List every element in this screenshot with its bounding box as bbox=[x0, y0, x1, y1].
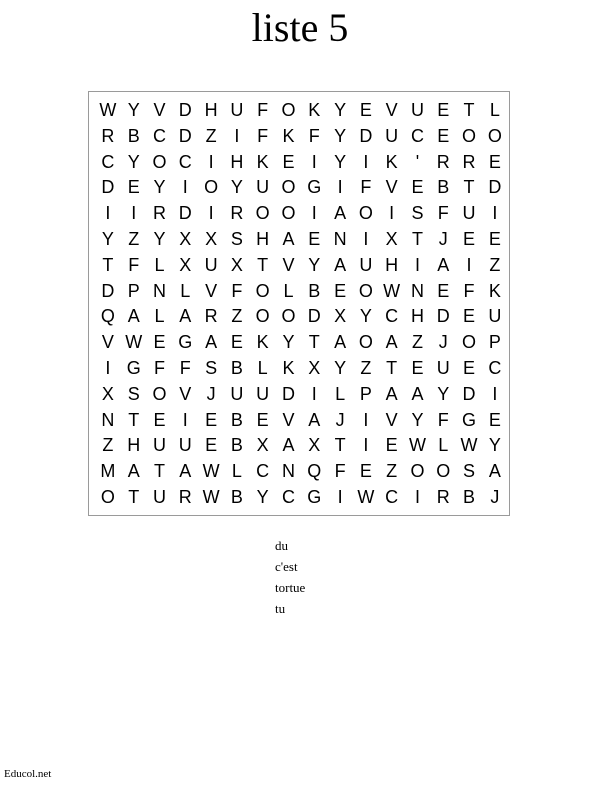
grid-cell[interactable]: A bbox=[385, 332, 398, 353]
grid-cell[interactable]: W bbox=[460, 435, 478, 456]
grid-cell[interactable]: D bbox=[436, 306, 450, 327]
grid-cell[interactable]: F bbox=[179, 357, 191, 378]
grid-cell[interactable]: H bbox=[410, 306, 424, 327]
grid-cell[interactable]: Y bbox=[334, 100, 347, 120]
grid-cell[interactable]: O bbox=[462, 125, 477, 146]
grid-cell[interactable]: E bbox=[282, 151, 295, 172]
grid-cell[interactable]: E bbox=[488, 228, 501, 249]
grid-cell[interactable]: I bbox=[414, 486, 420, 507]
grid-cell[interactable]: I bbox=[131, 203, 137, 224]
grid-cell[interactable]: D bbox=[307, 306, 321, 327]
grid-cell[interactable]: P bbox=[127, 280, 140, 301]
grid-cell[interactable]: B bbox=[230, 486, 243, 507]
grid-cell[interactable]: U bbox=[230, 100, 244, 120]
grid-cell[interactable]: D bbox=[178, 125, 192, 146]
grid-cell[interactable]: O bbox=[410, 461, 425, 482]
grid-cell[interactable]: N bbox=[281, 461, 295, 482]
grid-row bbox=[95, 408, 508, 434]
grid-cell[interactable]: X bbox=[334, 306, 347, 327]
grid-cell[interactable]: Y bbox=[282, 332, 295, 353]
grid-cell[interactable]: I bbox=[363, 151, 369, 172]
grid-row bbox=[95, 227, 508, 253]
grid-cell[interactable]: Y bbox=[334, 357, 347, 378]
grid-cell[interactable]: N bbox=[152, 280, 166, 301]
grid-cell[interactable]: E bbox=[437, 125, 450, 146]
grid-cell[interactable]: O bbox=[255, 203, 270, 224]
grid-cell[interactable]: F bbox=[257, 125, 269, 146]
letter-grid bbox=[95, 98, 508, 511]
grid-row bbox=[95, 150, 508, 176]
grid-cell[interactable]: F bbox=[128, 254, 140, 275]
grid-cell[interactable]: S bbox=[230, 228, 243, 249]
grid-cell[interactable]: Z bbox=[411, 332, 423, 353]
grid-cell[interactable]: T bbox=[128, 486, 140, 507]
grid-cell[interactable]: E bbox=[411, 177, 424, 198]
grid-cell[interactable]: A bbox=[411, 383, 424, 404]
grid-cell[interactable]: O bbox=[204, 177, 219, 198]
grid-row bbox=[95, 124, 508, 150]
grid-cell[interactable]: R bbox=[152, 203, 166, 224]
grid-cell[interactable]: I bbox=[414, 254, 420, 275]
grid-row bbox=[95, 98, 508, 124]
grid-cell[interactable]: E bbox=[463, 306, 476, 327]
grid-cell[interactable]: D bbox=[178, 100, 192, 120]
grid-cell[interactable]: L bbox=[231, 461, 242, 482]
grid-cell[interactable]: T bbox=[334, 435, 346, 456]
grid-cell[interactable]: Z bbox=[231, 306, 243, 327]
grid-row bbox=[95, 304, 508, 330]
grid-cell[interactable]: O bbox=[281, 306, 296, 327]
grid-cell[interactable]: E bbox=[463, 228, 476, 249]
grid-cell[interactable]: E bbox=[230, 332, 243, 353]
grid-cell[interactable]: P bbox=[359, 383, 372, 404]
grid-cell[interactable]: J bbox=[490, 486, 500, 507]
grid-cell[interactable]: E bbox=[153, 409, 166, 430]
grid-cell[interactable]: T bbox=[153, 461, 165, 482]
grid-cell[interactable]: J bbox=[335, 409, 345, 430]
grid-cell[interactable]: X bbox=[230, 254, 243, 275]
grid-cell[interactable]: E bbox=[359, 100, 372, 120]
grid-cell[interactable]: C bbox=[178, 151, 192, 172]
grid-cell[interactable]: D bbox=[462, 383, 476, 404]
grid-cell[interactable]: X bbox=[308, 357, 321, 378]
grid-cell[interactable]: I bbox=[311, 383, 317, 404]
grid-cell[interactable]: V bbox=[205, 280, 218, 301]
grid-cell[interactable]: N bbox=[333, 228, 347, 249]
grid-cell[interactable]: T bbox=[128, 409, 140, 430]
grid-cell[interactable]: R bbox=[178, 486, 192, 507]
grid-cell[interactable]: E bbox=[334, 280, 347, 301]
grid-cell[interactable]: S bbox=[411, 203, 424, 224]
grid-cell[interactable]: T bbox=[386, 357, 398, 378]
grid-cell[interactable]: Y bbox=[359, 306, 372, 327]
grid-cell[interactable]: I bbox=[208, 151, 214, 172]
grid-cell[interactable]: U bbox=[256, 383, 270, 404]
word-list-item: tu bbox=[275, 601, 286, 616]
grid-cell[interactable]: A bbox=[179, 306, 192, 327]
grid-cell[interactable]: T bbox=[308, 332, 320, 353]
grid-cell[interactable]: A bbox=[488, 461, 501, 482]
grid-cell[interactable]: Y bbox=[127, 151, 140, 172]
grid-cell[interactable]: E bbox=[463, 357, 476, 378]
grid-cell[interactable]: W bbox=[408, 435, 426, 456]
grid-cell[interactable]: T bbox=[411, 228, 423, 249]
grid-cell[interactable]: L bbox=[154, 306, 165, 327]
grid-cell[interactable]: P bbox=[488, 332, 501, 353]
grid-cell[interactable]: E bbox=[411, 357, 424, 378]
grid-row bbox=[95, 459, 508, 485]
grid-cell[interactable]: F bbox=[308, 125, 320, 146]
grid-cell[interactable]: I bbox=[337, 177, 343, 198]
grid-cell[interactable]: F bbox=[153, 357, 165, 378]
grid-cell[interactable]: G bbox=[126, 357, 141, 378]
grid-cell[interactable]: R bbox=[462, 151, 476, 172]
grid-cell[interactable]: X bbox=[179, 254, 192, 275]
grid-cell[interactable]: C bbox=[101, 151, 115, 172]
grid-cell[interactable]: X bbox=[256, 435, 269, 456]
grid-cell[interactable]: A bbox=[179, 461, 192, 482]
grid-cell[interactable]: A bbox=[282, 435, 295, 456]
grid-cell[interactable]: E bbox=[385, 435, 398, 456]
grid-cell[interactable]: Y bbox=[127, 100, 140, 120]
grid-row bbox=[95, 356, 508, 382]
grid-cell[interactable]: D bbox=[488, 177, 502, 198]
grid-cell[interactable]: O bbox=[255, 280, 270, 301]
grid-cell[interactable]: E bbox=[359, 461, 372, 482]
grid-cell[interactable]: W bbox=[202, 461, 220, 482]
grid-cell[interactable]: O bbox=[436, 461, 451, 482]
grid-cell[interactable]: T bbox=[463, 100, 475, 120]
grid-cell[interactable]: I bbox=[389, 203, 395, 224]
grid-cell[interactable]: E bbox=[488, 151, 501, 172]
grid-cell[interactable]: W bbox=[202, 486, 220, 507]
grid-cell[interactable]: A bbox=[334, 203, 347, 224]
grid-cell[interactable]: A bbox=[334, 332, 347, 353]
grid-cell[interactable]: I bbox=[182, 177, 188, 198]
grid-cell[interactable]: Y bbox=[101, 228, 114, 249]
grid-cell[interactable]: U bbox=[488, 306, 502, 327]
grid-cell[interactable]: A bbox=[334, 254, 347, 275]
grid-cell[interactable]: M bbox=[100, 461, 116, 482]
grid-cell[interactable]: A bbox=[437, 254, 450, 275]
grid-cell[interactable]: G bbox=[178, 332, 193, 353]
grid-cell[interactable]: W bbox=[99, 100, 117, 120]
grid-cell[interactable]: V bbox=[385, 100, 398, 120]
word-list-item: c'est bbox=[275, 559, 298, 574]
grid-cell[interactable]: C bbox=[385, 306, 399, 327]
grid-cell[interactable]: Q bbox=[307, 461, 322, 482]
grid-cell[interactable]: I bbox=[311, 203, 317, 224]
grid-cell[interactable]: V bbox=[282, 254, 295, 275]
grid-row bbox=[95, 330, 508, 356]
grid-cell[interactable]: Y bbox=[230, 177, 243, 198]
grid-cell[interactable]: A bbox=[282, 228, 295, 249]
grid-cell[interactable]: D bbox=[101, 280, 115, 301]
grid-cell[interactable]: I bbox=[363, 435, 369, 456]
grid-cell[interactable]: L bbox=[154, 254, 165, 275]
grid-cell[interactable]: F bbox=[257, 100, 269, 120]
grid-cell[interactable]: S bbox=[127, 383, 140, 404]
grid-row bbox=[95, 201, 508, 227]
grid-cell[interactable]: F bbox=[231, 280, 243, 301]
grid-cell[interactable]: O bbox=[281, 203, 296, 224]
grid-cell[interactable]: I bbox=[337, 486, 343, 507]
grid-cell[interactable]: O bbox=[152, 151, 167, 172]
grid-cell[interactable]: B bbox=[463, 486, 476, 507]
grid-cell[interactable]: A bbox=[127, 306, 140, 327]
grid-cell[interactable]: U bbox=[230, 383, 244, 404]
footer-credit: Educol.net bbox=[4, 768, 52, 780]
grid-cell[interactable]: H bbox=[256, 228, 270, 249]
grid-cell[interactable]: K bbox=[308, 100, 321, 120]
grid-cell[interactable]: I bbox=[466, 254, 472, 275]
grid-cell[interactable]: I bbox=[363, 228, 369, 249]
grid-cell[interactable]: R bbox=[230, 203, 244, 224]
grid-cell[interactable]: F bbox=[437, 203, 449, 224]
grid-cell[interactable]: D bbox=[281, 383, 295, 404]
grid-cell[interactable]: I bbox=[492, 203, 498, 224]
grid-row bbox=[95, 253, 508, 279]
grid-cell[interactable]: O bbox=[100, 486, 115, 507]
word-search-grid bbox=[88, 91, 510, 516]
grid-cell[interactable]: N bbox=[101, 409, 115, 430]
grid-cell[interactable]: I bbox=[363, 409, 369, 430]
grid-cell[interactable]: O bbox=[281, 100, 296, 120]
grid-cell[interactable]: B bbox=[437, 177, 450, 198]
grid-cell[interactable]: R bbox=[436, 151, 450, 172]
grid-cell[interactable]: E bbox=[488, 409, 501, 430]
grid-cell[interactable]: K bbox=[256, 151, 269, 172]
grid-cell[interactable]: F bbox=[463, 280, 475, 301]
grid-cell[interactable]: I bbox=[492, 383, 498, 404]
grid-cell[interactable]: V bbox=[385, 177, 398, 198]
grid-cell[interactable]: R bbox=[436, 486, 450, 507]
grid-cell[interactable]: U bbox=[385, 125, 399, 146]
grid-row bbox=[95, 175, 508, 201]
grid-cell[interactable]: B bbox=[308, 280, 321, 301]
grid-cell[interactable]: U bbox=[204, 254, 218, 275]
grid-cell[interactable]: L bbox=[283, 280, 294, 301]
grid-row bbox=[95, 485, 508, 511]
grid-cell[interactable]: L bbox=[257, 357, 268, 378]
grid-cell[interactable]: O bbox=[487, 125, 502, 146]
grid-cell[interactable]: U bbox=[256, 177, 270, 198]
word-list bbox=[275, 535, 305, 619]
grid-cell[interactable]: E bbox=[127, 177, 140, 198]
grid-cell[interactable]: C bbox=[152, 125, 166, 146]
grid-cell[interactable]: Y bbox=[334, 125, 347, 146]
grid-cell[interactable]: G bbox=[307, 486, 322, 507]
grid-cell[interactable]: G bbox=[307, 177, 322, 198]
grid-cell[interactable]: Y bbox=[411, 409, 424, 430]
grid-cell[interactable]: D bbox=[359, 125, 373, 146]
grid-cell[interactable]: D bbox=[178, 203, 192, 224]
grid-cell[interactable]: K bbox=[385, 151, 398, 172]
grid-cell[interactable]: H bbox=[230, 151, 244, 172]
grid-cell[interactable]: T bbox=[102, 254, 114, 275]
grid-cell[interactable]: I bbox=[234, 125, 240, 146]
grid-cell[interactable]: I bbox=[311, 151, 317, 172]
grid-cell[interactable]: O bbox=[255, 306, 270, 327]
grid-cell[interactable]: K bbox=[282, 357, 295, 378]
grid-cell[interactable]: O bbox=[462, 332, 477, 353]
grid-cell[interactable]: Y bbox=[153, 177, 166, 198]
grid-cell[interactable]: X bbox=[101, 383, 114, 404]
grid-cell[interactable]: K bbox=[282, 125, 295, 146]
grid-cell[interactable]: Y bbox=[308, 254, 321, 275]
grid-cell[interactable]: F bbox=[360, 177, 372, 198]
grid-cell[interactable]: S bbox=[463, 461, 476, 482]
grid-cell[interactable]: Z bbox=[205, 125, 217, 146]
grid-cell[interactable]: C bbox=[256, 461, 270, 482]
grid-cell[interactable]: O bbox=[152, 383, 167, 404]
grid-cell[interactable]: W bbox=[357, 486, 375, 507]
grid-cell[interactable]: V bbox=[179, 383, 192, 404]
grid-cell[interactable]: V bbox=[101, 332, 114, 353]
grid-cell[interactable]: E bbox=[153, 332, 166, 353]
grid-cell[interactable]: E bbox=[256, 409, 269, 430]
grid-cell[interactable]: X bbox=[179, 228, 192, 249]
grid-cell[interactable]: B bbox=[127, 125, 140, 146]
grid-cell[interactable]: Z bbox=[386, 461, 398, 482]
grid-cell[interactable]: G bbox=[462, 409, 477, 430]
grid-cell[interactable]: I bbox=[105, 203, 111, 224]
grid-cell[interactable]: T bbox=[257, 254, 269, 275]
grid-cell[interactable]: H bbox=[127, 435, 141, 456]
grid-cell[interactable]: E bbox=[437, 100, 450, 120]
grid-row bbox=[95, 279, 508, 305]
grid-cell[interactable]: U bbox=[410, 100, 424, 120]
grid-cell[interactable]: A bbox=[308, 409, 321, 430]
grid-cell[interactable]: Y bbox=[488, 435, 501, 456]
grid-cell[interactable]: Z bbox=[128, 228, 140, 249]
grid-cell[interactable]: U bbox=[462, 203, 476, 224]
grid-cell[interactable]: A bbox=[127, 461, 140, 482]
grid-cell[interactable]: B bbox=[230, 435, 243, 456]
grid-cell[interactable]: R bbox=[204, 306, 218, 327]
grid-cell[interactable]: J bbox=[438, 228, 448, 249]
grid-cell[interactable]: U bbox=[436, 357, 450, 378]
grid-cell[interactable]: U bbox=[152, 435, 166, 456]
grid-cell[interactable]: I bbox=[182, 409, 188, 430]
grid-cell[interactable]: O bbox=[358, 280, 373, 301]
grid-cell[interactable]: Z bbox=[102, 435, 114, 456]
grid-cell[interactable]: O bbox=[358, 203, 373, 224]
grid-cell[interactable]: J bbox=[206, 383, 216, 404]
grid-cell[interactable]: C bbox=[410, 125, 424, 146]
grid-cell[interactable]: Z bbox=[489, 254, 501, 275]
grid-cell[interactable]: F bbox=[334, 461, 346, 482]
grid-cell[interactable]: I bbox=[208, 203, 214, 224]
grid-cell[interactable]: O bbox=[281, 177, 296, 198]
grid-cell[interactable]: W bbox=[125, 332, 143, 353]
grid-cell[interactable]: U bbox=[359, 254, 373, 275]
grid-cell[interactable]: H bbox=[204, 100, 218, 120]
grid-cell[interactable]: Y bbox=[256, 486, 269, 507]
grid-cell[interactable]: J bbox=[438, 332, 448, 353]
grid-cell[interactable]: V bbox=[282, 409, 295, 430]
grid-cell[interactable]: L bbox=[489, 100, 500, 120]
word-list-item: du bbox=[275, 538, 288, 553]
grid-cell[interactable]: L bbox=[180, 280, 191, 301]
grid-cell[interactable]: I bbox=[105, 357, 111, 378]
grid-cell[interactable]: E bbox=[205, 435, 218, 456]
grid-cell[interactable]: V bbox=[153, 100, 166, 120]
grid-cell[interactable]: L bbox=[438, 435, 449, 456]
grid-cell[interactable]: H bbox=[385, 254, 399, 275]
grid-cell[interactable]: K bbox=[488, 280, 501, 301]
grid-cell[interactable]: R bbox=[101, 125, 115, 146]
grid-cell[interactable]: N bbox=[410, 280, 424, 301]
grid-row bbox=[95, 382, 508, 408]
grid-cell[interactable]: Y bbox=[334, 151, 347, 172]
grid-cell[interactable]: K bbox=[256, 332, 269, 353]
grid-cell[interactable]: Y bbox=[153, 228, 166, 249]
grid-cell[interactable]: X bbox=[308, 435, 321, 456]
grid-cell[interactable]: E bbox=[437, 280, 450, 301]
page-title: liste 5 bbox=[251, 5, 349, 50]
grid-cell[interactable]: S bbox=[205, 357, 218, 378]
grid-cell[interactable]: Q bbox=[100, 306, 115, 327]
grid-cell[interactable]: L bbox=[335, 383, 346, 404]
grid-cell[interactable]: A bbox=[205, 332, 218, 353]
grid-cell[interactable]: X bbox=[385, 228, 398, 249]
grid-cell[interactable]: ' bbox=[415, 151, 420, 172]
grid-cell[interactable]: D bbox=[101, 177, 115, 198]
grid-cell[interactable]: Z bbox=[360, 357, 372, 378]
grid-cell[interactable]: B bbox=[230, 409, 243, 430]
grid-cell[interactable]: O bbox=[358, 332, 373, 353]
grid-cell[interactable]: C bbox=[281, 486, 295, 507]
grid-cell[interactable]: Y bbox=[437, 383, 450, 404]
grid-cell[interactable]: U bbox=[152, 486, 166, 507]
grid-cell[interactable]: T bbox=[463, 177, 475, 198]
grid-row bbox=[95, 433, 508, 459]
grid-cell[interactable]: U bbox=[178, 435, 192, 456]
grid-cell[interactable]: A bbox=[385, 383, 398, 404]
grid-cell[interactable]: X bbox=[205, 228, 218, 249]
grid-cell[interactable]: E bbox=[308, 228, 321, 249]
grid-cell[interactable]: W bbox=[383, 280, 401, 301]
grid-cell[interactable]: C bbox=[385, 486, 399, 507]
grid-cell[interactable]: B bbox=[230, 357, 243, 378]
grid-cell[interactable]: V bbox=[385, 409, 398, 430]
grid-cell[interactable]: F bbox=[437, 409, 449, 430]
word-list-item: tortue bbox=[275, 580, 306, 595]
grid-cell[interactable]: E bbox=[205, 409, 218, 430]
grid-cell[interactable]: C bbox=[488, 357, 502, 378]
